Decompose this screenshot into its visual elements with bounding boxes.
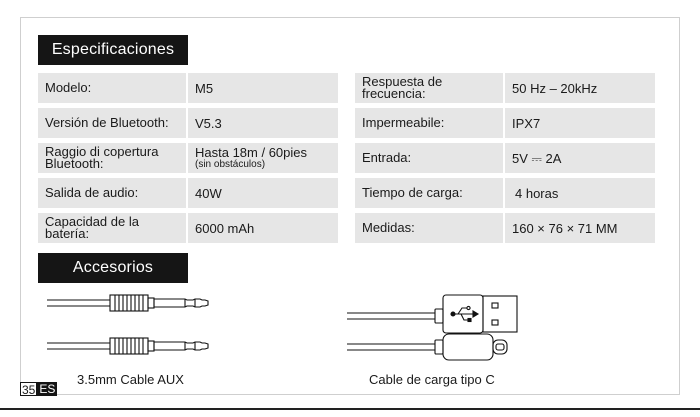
usb-c-cable-illustration [345, 290, 530, 365]
spec-value-text: V5.3 [195, 115, 222, 131]
page-number: 35 [22, 383, 36, 397]
spec-key: Respuesta de frecuencia: [355, 73, 505, 103]
spec-key: Capacidad de la batería: [38, 213, 188, 243]
usb-c-cable-label: Cable de carga tipo C [369, 372, 495, 387]
spec-row-charge-time [355, 178, 655, 208]
spec-row-bluetooth-version [38, 108, 338, 138]
spec-value [505, 143, 655, 173]
spec-value [188, 143, 338, 173]
spec-key: Versión de Bluetooth: [38, 108, 188, 138]
accessories-heading: Accesorios [38, 253, 188, 283]
spec-row-dimensions [355, 213, 655, 243]
spec-value-note: (sin obstáculos) [195, 158, 266, 170]
spec-value-text: 160 × 76 × 71 MM [512, 220, 618, 236]
spec-key: Impermeabile: [355, 108, 505, 138]
spec-table-left [38, 73, 338, 248]
spec-value [188, 108, 338, 138]
spec-row-frequency [355, 73, 655, 103]
spec-key: Entrada: [355, 143, 505, 173]
language-badge: ES [39, 382, 56, 396]
spec-value-text: 5V ⎓ 2A [512, 150, 562, 166]
aux-cable-label: 3.5mm Cable AUX [77, 372, 184, 387]
spec-value-text: 50 Hz – 20kHz [512, 80, 598, 96]
spec-value [505, 108, 655, 138]
spec-value [505, 73, 655, 103]
spec-value-text: 6000 mAh [195, 220, 255, 236]
aux-cable-illustration [45, 290, 230, 365]
spec-key: Tiempo de carga: [355, 178, 505, 208]
spec-value [505, 178, 655, 208]
spec-row-battery [38, 213, 338, 243]
specifications-heading: Especificaciones [38, 35, 188, 65]
spec-value-text: 40W [195, 185, 222, 201]
spec-key: Salida de audio: [38, 178, 188, 208]
spec-value [188, 73, 338, 103]
spec-table-right [355, 73, 655, 248]
bottom-divider [0, 408, 700, 410]
spec-key: Modelo: [38, 73, 188, 103]
spec-row-audio-output [38, 178, 338, 208]
spec-row-waterproof [355, 108, 655, 138]
spec-key: Raggio di copertura Bluetooth: [38, 143, 188, 173]
spec-key: Medidas: [355, 213, 505, 243]
spec-row-bluetooth-range [38, 143, 338, 173]
spec-value [505, 213, 655, 243]
spec-row-model [38, 73, 338, 103]
spec-value-text: M5 [195, 80, 214, 96]
spec-value [188, 213, 338, 243]
spec-value-text: Hasta 18m / 60pies [195, 144, 308, 160]
page-indicator [20, 382, 57, 396]
spec-value [188, 178, 338, 208]
spec-row-input [355, 143, 655, 173]
spec-value-text: 4 horas [515, 185, 559, 201]
spec-value-text: IPX7 [512, 115, 541, 131]
